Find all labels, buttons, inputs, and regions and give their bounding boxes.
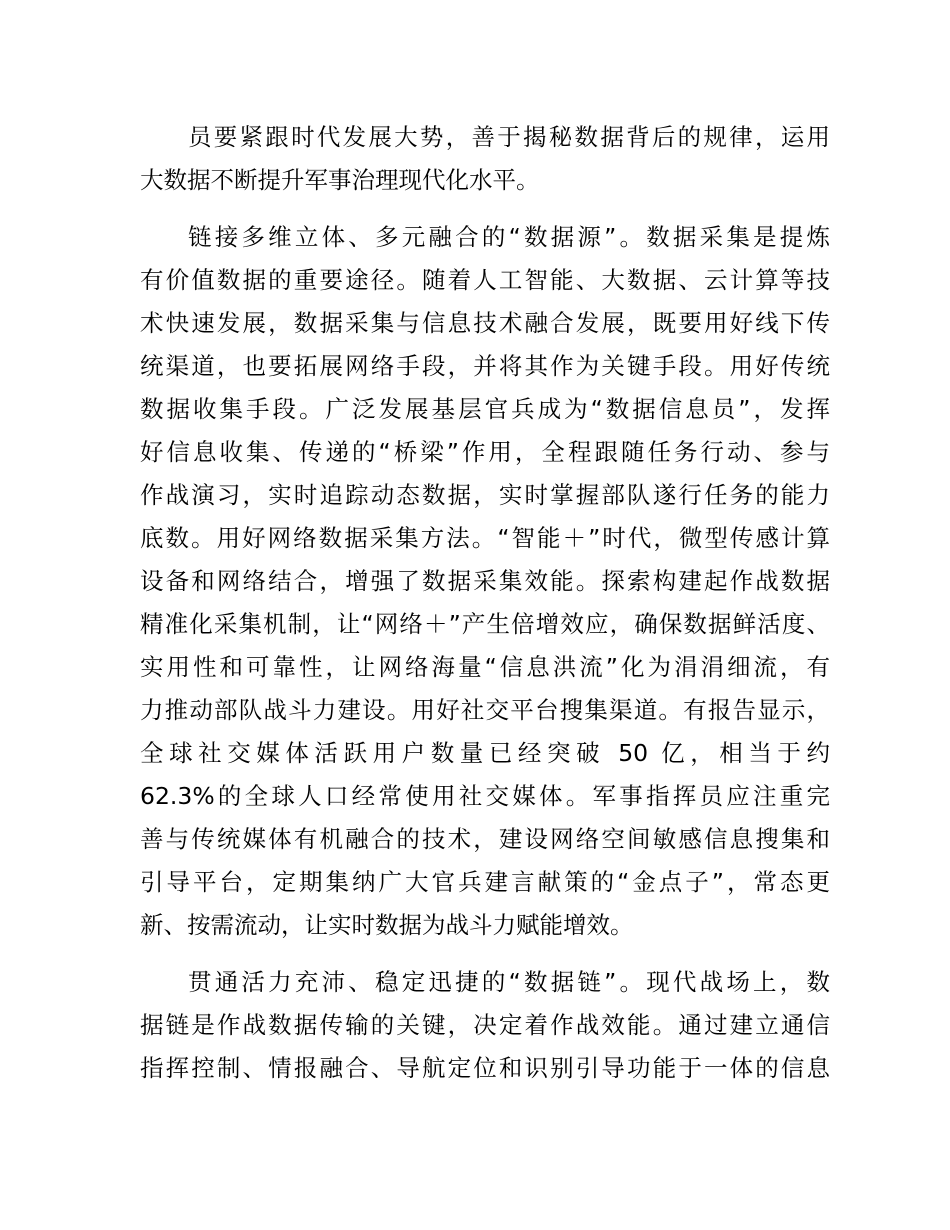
text-line: 作战演习，实时追踪动态数据，实时掌握部队遂行任务的能力 [140, 481, 830, 509]
text-line: 力推动部队战斗力建设。用好社交平台搜集渠道。有报告显示， [140, 696, 830, 724]
text-line: 好信息收集、传递的“桥梁”作用，全程跟随任务行动、参与 [140, 438, 830, 466]
text-line: 贯通活力充沛、稳定迅捷的“数据链”。现代战场上，数 [188, 968, 830, 996]
paragraph-2 [140, 216, 830, 947]
text-line: 数据收集手段。广泛发展基层官兵成为“数据信息员”，发挥 [140, 395, 830, 423]
text-line: 全球社交媒体活跃用户数量已经突破 50 亿，相当于约 [140, 739, 830, 767]
text-line: 指挥控制、情报融合、导航定位和识别引导功能于一体的信息 [140, 1054, 830, 1082]
text-line: 善与传统媒体有机融合的技术，建设网络空间敏感信息搜集和 [140, 825, 830, 853]
text-line: 实用性和可靠性，让网络海量“信息洪流”化为涓涓细流，有 [140, 653, 830, 681]
text-line: 有价值数据的重要途径。随着人工智能、大数据、云计算等技 [140, 266, 830, 294]
text-line: 据链是作战数据传输的关键，决定着作战效能。通过建立通信 [140, 1011, 830, 1039]
text-line: 底数。用好网络数据采集方法。“智能＋”时代，微型传感计算 [140, 524, 830, 552]
text-line: 链接多维立体、多元融合的“数据源”。数据采集是提炼 [188, 223, 830, 251]
text-line: 引导平台，定期集纳广大官兵建言献策的“金点子”，常态更 [140, 868, 830, 896]
text-line: 术快速发展，数据采集与信息技术融合发展，既要用好线下传 [140, 309, 830, 337]
text-line: 62.3%的全球人口经常使用社交媒体。军事指挥员应注重完 [140, 782, 830, 810]
text-line: 设备和网络结合，增强了数据采集效能。探索构建起作战数据 [140, 567, 830, 595]
text-line: 统渠道，也要拓展网络手段，并将其作为关键手段。用好传统 [140, 352, 830, 380]
text-line: 大数据不断提升军事治理现代化水平。 [140, 166, 540, 194]
text-line: 精准化采集机制，让“网络＋”产生倍增效应，确保数据鲜活度、 [140, 610, 830, 638]
paragraph-1 [140, 116, 830, 202]
paragraph-3 [140, 961, 830, 1090]
text-line: 员要紧跟时代发展大势，善于揭秘数据背后的规律，运用 [188, 123, 830, 151]
text-line: 新、按需流动，让实时数据为战斗力赋能增效。 [140, 911, 634, 939]
